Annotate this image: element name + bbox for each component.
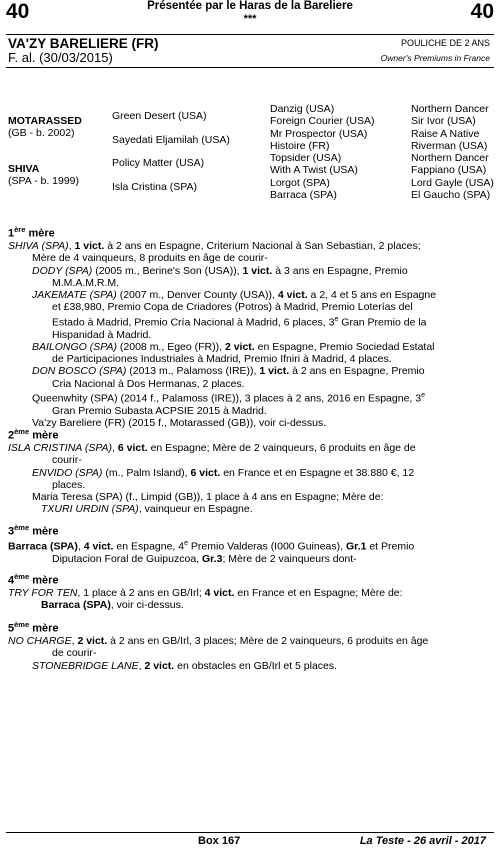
dam-record: NO CHARGE, 2 vict. à 2 ans en GB/Irl, 3 places; Mère de 2 vainqueurs, 6 produits en âge — [8, 634, 429, 647]
dam-produce-summary: Mère de 4 vainqueurs, 8 produits en âge de courir- — [32, 252, 268, 265]
produce-record: Maria Teresa (SPA) (f., Limpid (GB)), 1 place à 4 ans en Espagne; Mère de: — [32, 491, 384, 504]
produce-record-cont: places. — [52, 478, 86, 491]
dam-info: (SPA - b. 1999) — [8, 175, 80, 188]
section-title: 5ème mère — [8, 620, 59, 635]
produce-record: STONEBRIDGE LANE, 2 vict. en obstacles en GB/Irl et 5 places. — [32, 659, 338, 672]
gen4-item: Riverman (USA) — [411, 139, 488, 152]
produce-record: Queenwhity (SPA) (2014 f., Palamoss (IRE)), 3 places à 2 ans, 2016 en Espagne, 3e — [32, 392, 426, 405]
lot-number-left: 40 — [6, 0, 30, 23]
gen3-item: Lorgot (SPA) — [270, 176, 330, 189]
section-title: 3ème mère — [8, 523, 59, 538]
section-title: 2ème mère — [8, 427, 59, 442]
gen3-item: With A Twist (USA) — [270, 164, 358, 177]
gen4-item: Lord Gayle (USA) — [411, 176, 494, 189]
pedigree-gen3 — [270, 103, 374, 201]
gen3-item: Barraca (SPA) — [270, 189, 337, 202]
gen2-item: Sayedati Eljamilah (USA) — [112, 134, 230, 146]
gen3-item: Topsider (USA) — [270, 152, 342, 165]
produce-record-cont: Cria Nacional à Dos Hermanas, 2 places. — [52, 377, 245, 390]
box-number: Box 167 — [198, 835, 241, 847]
pedigree-gen4 — [411, 103, 494, 201]
horse-sex-age: POULICHE DE 2 ANS — [400, 38, 490, 48]
pedigree-dam — [8, 163, 79, 188]
gen4-item: Sir Ivor (USA) — [411, 115, 476, 128]
section-second-dam — [8, 426, 494, 516]
horse-name: VA'ZY BARELIERE (FR) — [8, 36, 159, 51]
dam-record: TRY FOR TEN, 1 place à 2 ans en GB/Irl; 4 vict. en France et en Espagne; Mère de: — [8, 586, 403, 599]
section-fifth-dam — [8, 619, 494, 672]
produce-record: JAKEMATE (SPA) (2007 m., Denver County (USA)), 4 vict. a 2, 4 et 5 ans en Espagne — [32, 289, 437, 302]
gen2-item: Green Desert (USA) — [112, 110, 207, 122]
produce-record: Barraca (SPA), voir ci-dessus. — [41, 599, 184, 612]
presenter-title: Présentée par le Haras de la Bareliere — [147, 0, 353, 12]
header-divider — [6, 34, 494, 35]
dam-record: ISLA CRISTINA (SPA), 6 vict. en Espagne; Mère de 2 vainqueurs, 6 produits en âge de — [8, 441, 416, 454]
section-first-dam — [8, 224, 494, 429]
gen3-item: Histoire (FR) — [270, 139, 330, 152]
section-fourth-dam — [8, 571, 494, 612]
produce-record: DODY (SPA) (2005 m., Berine's Son (USA)), 1 vict. à 3 ans en Espagne, Premio — [32, 264, 408, 277]
gen4-item: Northern Dancer — [411, 103, 489, 115]
gen4-item: Northern Dancer — [411, 152, 489, 165]
horse-subtitle: F. al. (30/03/2015) — [8, 50, 113, 65]
sire-name: MOTARASSED — [8, 115, 82, 127]
dam-name: SHIVA — [8, 163, 40, 175]
lot-number-right: 40 — [470, 0, 494, 23]
produce-record-cont: Gran Premio Subasta ACPSIE 2015 à Madrid. — [52, 404, 267, 417]
produce-record: Va'zy Bareliere (FR) (2015 f., Motarassed (GB)), voir ci-dessus. — [32, 417, 327, 430]
section-title: 1ère mère — [8, 225, 55, 240]
gen2-item: Policy Matter (USA) — [112, 157, 205, 169]
produce-record-cont: Estado à Madrid, Premio Cría Nacional à Madrid, 6 places, 3e Gran Premio de la — [52, 315, 427, 329]
gen3-item: Foreign Courier (USA) — [270, 115, 375, 128]
gen3-item: Mr Prospector (USA) — [270, 127, 368, 140]
gen4-item: Fappiano (USA) — [411, 164, 487, 177]
produce-record-cont: Hispanidad à Madrid. — [52, 328, 152, 341]
owners-premium-note: Owner's Premiums in France — [380, 53, 490, 63]
gen2-item: Isla Cristina (SPA) — [112, 181, 197, 193]
gen4-item: Raise A Native — [411, 127, 480, 140]
produce-record-cont: de Participaciones Industriales à Madrid, Premio Ifniri à Madrid, 4 places. — [52, 353, 392, 366]
pedigree-sire — [8, 115, 82, 140]
section-third-dam — [8, 522, 494, 565]
dam-name: SHIVA (SPA) — [8, 239, 69, 252]
dam-record-cont: de courir- — [52, 647, 97, 660]
dam-record: Barraca (SPA), 4 vict. en Espagne, 4e Premio Valderas (I000 Guineas), Gr.1 et Premio — [8, 539, 415, 553]
pedigree-divider — [6, 67, 494, 68]
dam-record-cont: Diputacion Foral de Guipuzcoa, Gr.3; Mère de 2 vainqueurs dont- — [52, 552, 357, 565]
dam-record: SHIVA (SPA), 1 vict. à 2 ans en Espagne, Criterium Nacional à San Sebastian, 2 places; — [8, 239, 421, 252]
sire-info: (GB - b. 2002) — [8, 127, 75, 140]
produce-record-cont: M.M.A.M.R.M. — [52, 276, 120, 289]
produce-record: DON BOSCO (SPA) (2013 m., Palamoss (IRE)), 1 vict. à 2 ans en Espagne, Premio — [32, 365, 425, 378]
gen3-item: Danzig (USA) — [270, 103, 335, 115]
sale-venue-date: La Teste - 26 avril - 2017 — [359, 835, 486, 847]
gen4-item: El Gaucho (SPA) — [411, 189, 491, 202]
section-title: 4ème mère — [8, 572, 59, 587]
header-stars: *** — [243, 13, 257, 25]
footer-divider — [6, 832, 494, 833]
produce-record: ENVIDO (SPA) (m., Palm Island), 6 vict. en France et en Espagne et 38.880 €, 12 — [32, 466, 415, 479]
dam-record-cont: courir- — [52, 454, 82, 467]
produce-record: BAILONGO (SPA) (2008 m., Egeo (FR)), 2 vict. en Espagne, Premio Sociedad Estatal — [32, 340, 435, 353]
produce-record: TXURI URDIN (SPA), vainqueur en Espagne. — [41, 503, 253, 516]
produce-record-cont: et £38,980, Premio Copa de Criadores (Potros) à Madrid, Premio Loterías del — [52, 301, 413, 314]
